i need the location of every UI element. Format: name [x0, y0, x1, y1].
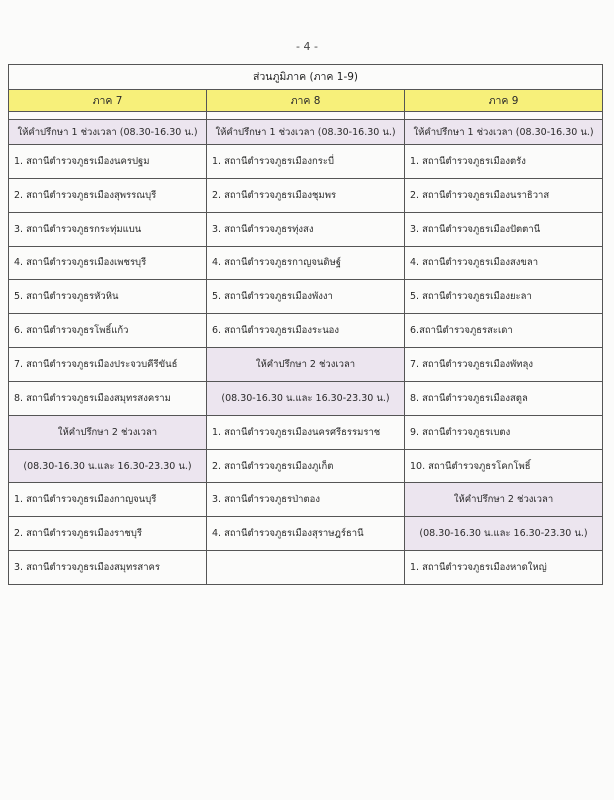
- region-7-header: ภาค 7: [9, 89, 207, 112]
- page-number: - 4 -: [296, 40, 318, 53]
- region-8-two-shift-hours: (08.30-16.30 น.และ 16.30-23.30 น.): [207, 381, 405, 415]
- empty-cell: [207, 551, 405, 585]
- list-item: 7. สถานีตำรวจภูธรเมืองประจวบคีรีขันธ์: [9, 348, 207, 382]
- list-item: 8. สถานีตำรวจภูธรเมืองสมุทรสงคราม: [9, 381, 207, 415]
- list-item: 1. สถานีตำรวจภูธรเมืองนครปฐม: [9, 144, 207, 178]
- list-item: 4. สถานีตำรวจภูธรกาญจนดิษฐ์: [207, 246, 405, 280]
- region-9-one-shift-header: ให้คำปรึกษา 1 ช่วงเวลา (08.30-16.30 น.): [405, 120, 603, 145]
- list-item: 5. สถานีตำรวจภูธรเมืองพังงา: [207, 280, 405, 314]
- list-item: 3. สถานีตำรวจภูธรป่าตอง: [207, 483, 405, 517]
- region-7-two-shift-header: ให้คำปรึกษา 2 ช่วงเวลา: [9, 415, 207, 449]
- list-item: 5. สถานีตำรวจภูธรเมืองยะลา: [405, 280, 603, 314]
- list-item: 1. สถานีตำรวจภูธรเมืองกระบี่: [207, 144, 405, 178]
- list-item: 1. สถานีตำรวจภูธรเมืองหาดใหญ่: [405, 551, 603, 585]
- list-item: 2. สถานีตำรวจภูธรเมืองนราธิวาส: [405, 178, 603, 212]
- region-7-two-shift-hours: (08.30-16.30 น.และ 16.30-23.30 น.): [9, 449, 207, 483]
- list-item: 4. สถานีตำรวจภูธรเมืองสงขลา: [405, 246, 603, 280]
- list-item: 4. สถานีตำรวจภูธรเมืองเพชรบุรี: [9, 246, 207, 280]
- list-item: 5. สถานีตำรวจภูธรหัวหิน: [9, 280, 207, 314]
- region-9-two-shift-hours: (08.30-16.30 น.และ 16.30-23.30 น.): [405, 517, 603, 551]
- list-item: 3. สถานีตำรวจภูธรทุ่งสง: [207, 212, 405, 246]
- list-item: 3. สถานีตำรวจภูธรเมืองปัตตานี: [405, 212, 603, 246]
- list-item: 2. สถานีตำรวจภูธรเมืองภูเก็ต: [207, 449, 405, 483]
- list-item: 6. สถานีตำรวจภูธรเมืองระนอง: [207, 314, 405, 348]
- region-7-one-shift-header: ให้คำปรึกษา 1 ช่วงเวลา (08.30-16.30 น.): [9, 120, 207, 145]
- list-item: 2. สถานีตำรวจภูธรเมืองชุมพร: [207, 178, 405, 212]
- list-item: 9. สถานีตำรวจภูธรเบตง: [405, 415, 603, 449]
- region-8-one-shift-header: ให้คำปรึกษา 1 ช่วงเวลา (08.30-16.30 น.): [207, 120, 405, 145]
- list-item: 1. สถานีตำรวจภูธรเมืองกาญจนบุรี: [9, 483, 207, 517]
- list-item: 7. สถานีตำรวจภูธรเมืองพัทลุง: [405, 348, 603, 382]
- list-item: 8. สถานีตำรวจภูธรเมืองสตูล: [405, 381, 603, 415]
- list-item: 2. สถานีตำรวจภูธรเมืองสุพรรณบุรี: [9, 178, 207, 212]
- table-title: ส่วนภูมิภาค (ภาค 1-9): [9, 65, 603, 90]
- list-item: 1. สถานีตำรวจภูธรเมืองนครศรีธรรมราช: [207, 415, 405, 449]
- region-schedule-table: [8, 64, 603, 585]
- list-item: 6. สถานีตำรวจภูธรโพธิ์แก้ว: [9, 314, 207, 348]
- list-item: 3. สถานีตำรวจภูธรกระทุ่มแบน: [9, 212, 207, 246]
- region-8-header: ภาค 8: [207, 89, 405, 112]
- list-item: 4. สถานีตำรวจภูธรเมืองสุราษฎร์ธานี: [207, 517, 405, 551]
- list-item: 1. สถานีตำรวจภูธรเมืองตรัง: [405, 144, 603, 178]
- list-item: 3. สถานีตำรวจภูธรเมืองสมุทรสาคร: [9, 551, 207, 585]
- region-9-two-shift-header: ให้คำปรึกษา 2 ช่วงเวลา: [405, 483, 603, 517]
- list-item: 10. สถานีตำรวจภูธรโคกโพธิ์: [405, 449, 603, 483]
- region-8-two-shift-header: ให้คำปรึกษา 2 ช่วงเวลา: [207, 348, 405, 382]
- list-item: 2. สถานีตำรวจภูธรเมืองราชบุรี: [9, 517, 207, 551]
- region-9-header: ภาค 9: [405, 89, 603, 112]
- list-item: 6.สถานีตำรวจภูธรสะเดา: [405, 314, 603, 348]
